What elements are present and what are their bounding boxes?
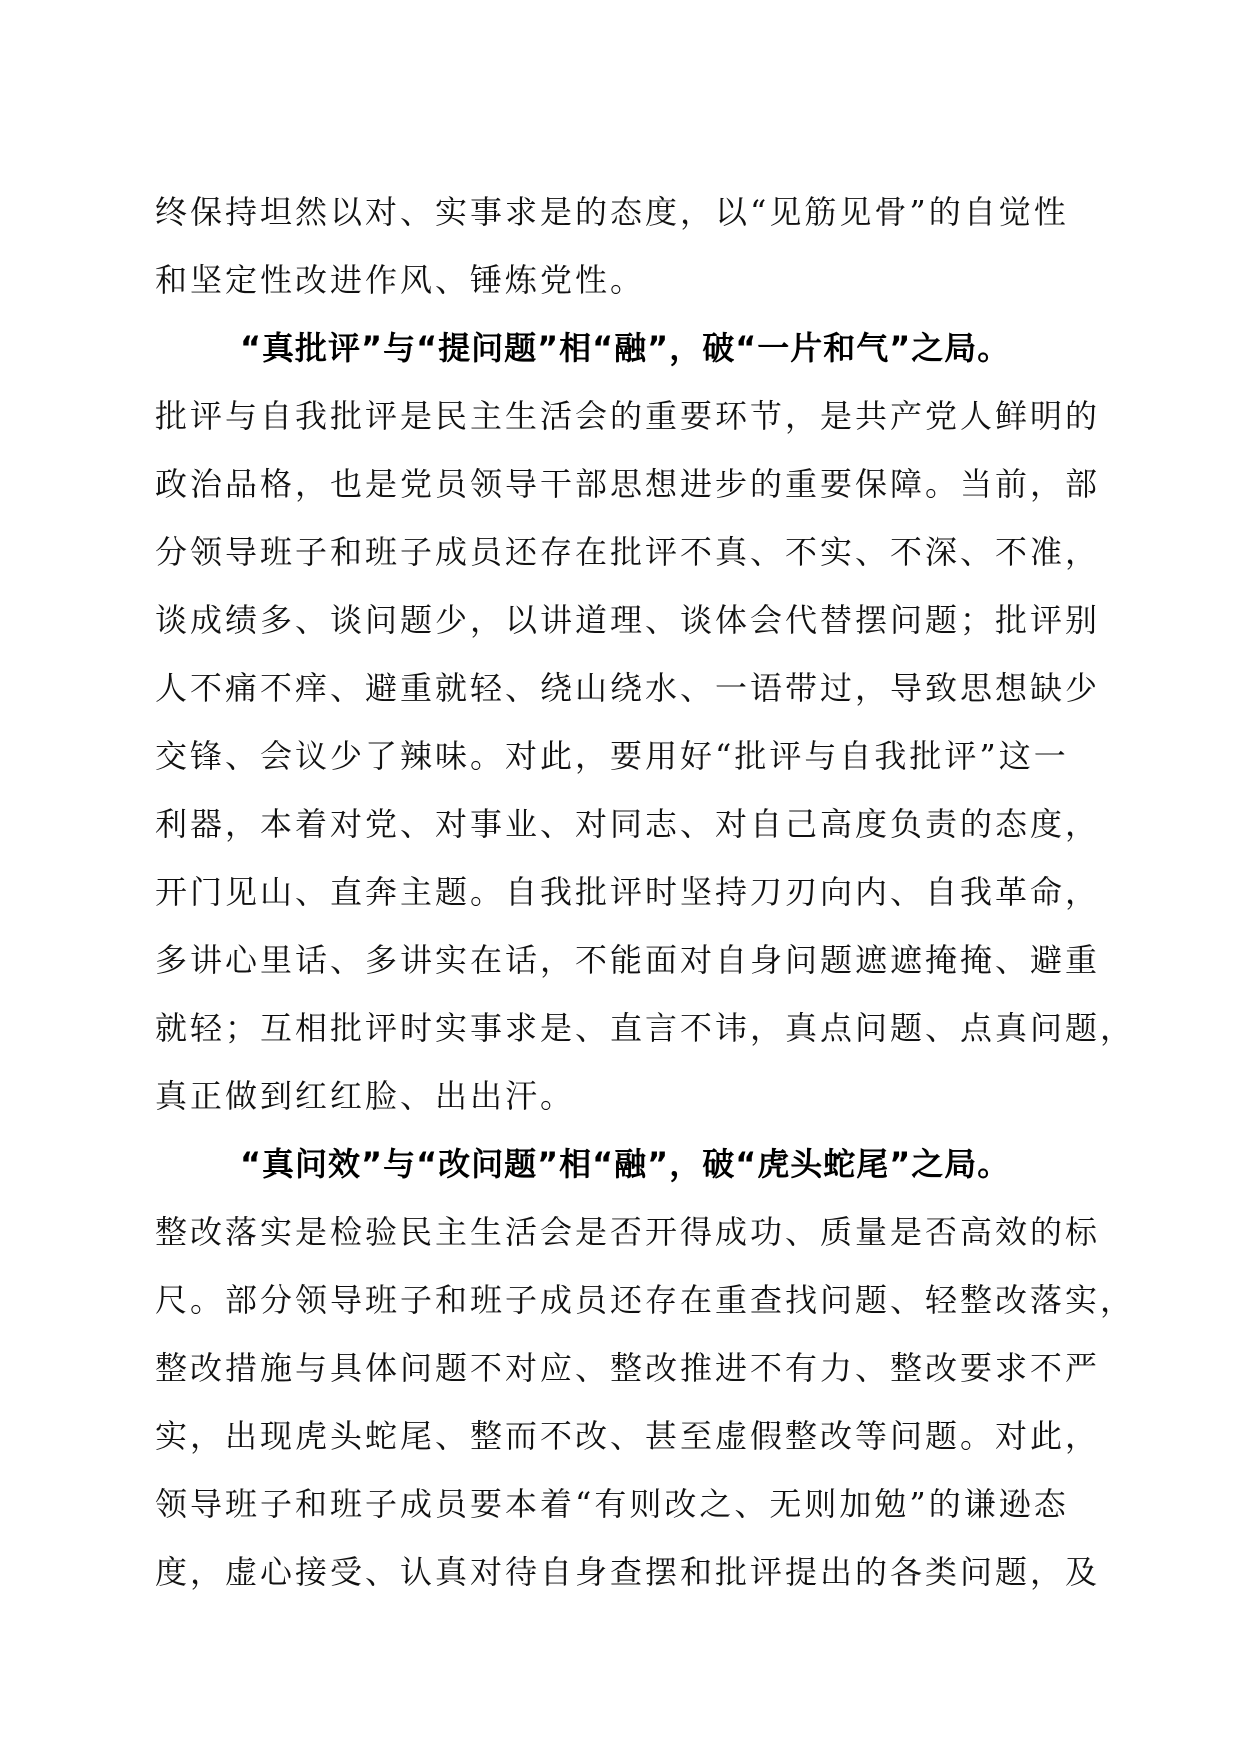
body-line: 谈成绩多、谈问题少，以讲道理、谈体会代替摆问题；批评别 bbox=[155, 601, 1101, 639]
body-line: 批评与自我批评是民主生活会的重要环节，是共产党人鲜明的 bbox=[155, 397, 1101, 435]
section-heading: “真问效”与“改问题”相“融”，破“虎头蛇尾”之局。 bbox=[240, 1145, 1011, 1183]
body-line: 交锋、会议少了辣味。对此，要用好“批评与自我批评”这一 bbox=[155, 737, 1069, 775]
body-line: 整改措施与具体问题不对应、整改推进不有力、整改要求不严 bbox=[155, 1349, 1101, 1387]
body-line: 利器，本着对党、对事业、对同志、对自己高度负责的态度， bbox=[155, 805, 1101, 843]
body-line: 人不痛不痒、避重就轻、绕山绕水、一语带过，导致思想缺少 bbox=[155, 669, 1101, 707]
body-line: 开门见山、直奔主题。自我批评时坚持刀刃向内、自我革命， bbox=[155, 873, 1101, 911]
body-line: 尺。部分领导班子和班子成员还存在重查找问题、轻整改落实， bbox=[155, 1281, 1136, 1319]
body-line: 领导班子和班子成员要本着“有则改之、无则加勉”的谦逊态 bbox=[155, 1485, 1069, 1523]
body-line: 分领导班子和班子成员还存在批评不真、不实、不深、不准， bbox=[155, 533, 1101, 571]
body-line: 整改落实是检验民主生活会是否开得成功、质量是否高效的标 bbox=[155, 1213, 1101, 1251]
body-line: 就轻；互相批评时实事求是、直言不讳，真点问题、点真问题， bbox=[155, 1009, 1136, 1047]
body-line: 真正做到红红脸、出出汗。 bbox=[155, 1077, 576, 1115]
body-line: 多讲心里话、多讲实在话，不能面对自身问题遮遮掩掩、避重 bbox=[155, 941, 1101, 979]
body-line: 政治品格，也是党员领导干部思想进步的重要保障。当前，部 bbox=[155, 465, 1101, 503]
body-line: 终保持坦然以对、实事求是的态度，以“见筋见骨”的自觉性 bbox=[155, 193, 1069, 231]
section-heading: “真批评”与“提问题”相“融”，破“一片和气”之局。 bbox=[240, 329, 1011, 367]
body-line: 和坚定性改进作风、锤炼党性。 bbox=[155, 261, 646, 299]
body-line: 实，出现虎头蛇尾、整而不改、甚至虚假整改等问题。对此， bbox=[155, 1417, 1101, 1455]
body-line: 度，虚心接受、认真对待自身查摆和批评提出的各类问题，及 bbox=[155, 1553, 1101, 1591]
